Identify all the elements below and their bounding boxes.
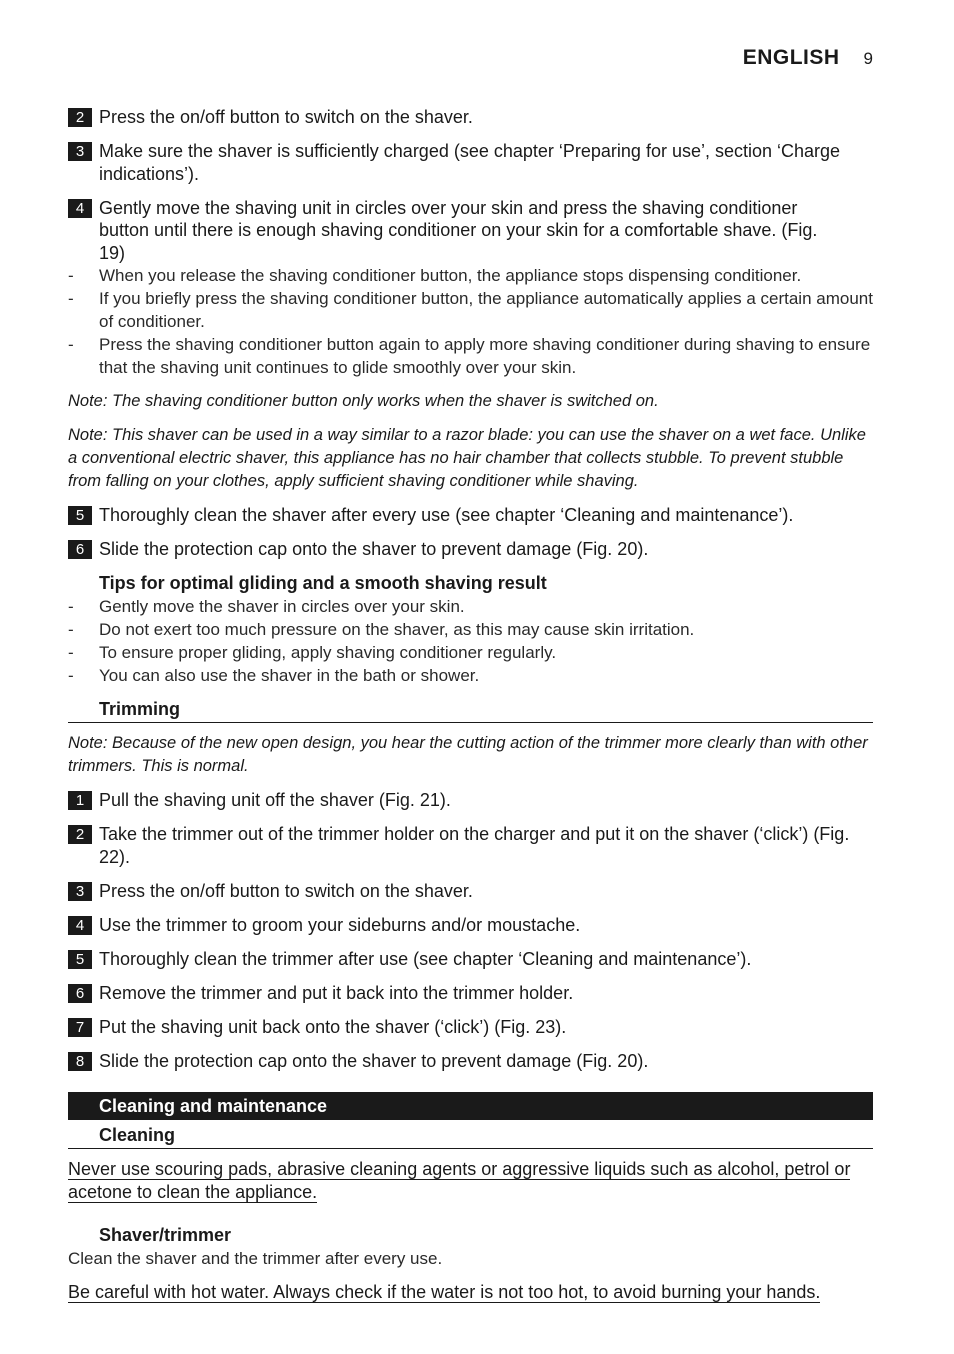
step-text: Use the trimmer to groom your sideburns and/or moustache. (99, 914, 581, 935)
tips-heading: Tips for optimal gliding and a smooth shaving result (99, 573, 547, 593)
step-number: 3 (68, 882, 92, 901)
step-text: Gently move the shaving unit in circles over your skin and press the shaving conditioner button until there is enough shaving conditioner on your skin for a comfortable shave. (Fig. 19) (99, 197, 818, 263)
step-number: 1 (68, 791, 92, 810)
list-item: - Gently move the shaver in circles over your skin. (68, 595, 873, 618)
step-text: Put the shaving unit back onto the shaver (‘click’) (Fig. 23). (99, 1016, 567, 1037)
step-number: 2 (68, 825, 92, 844)
step-item (68, 982, 873, 1005)
cleaning-heading: Cleaning (68, 1124, 873, 1149)
step-number: 2 (68, 108, 92, 127)
section-title-bar: Cleaning and maintenance (68, 1092, 873, 1120)
step-item (68, 504, 873, 527)
step-item (68, 823, 873, 868)
language-label: ENGLISH (742, 46, 840, 69)
list-item: - You can also use the shaver in the bath or shower. (68, 664, 873, 687)
step-number: 6 (68, 984, 92, 1003)
step-item (68, 197, 873, 265)
step-item (68, 948, 873, 971)
step-text: Remove the trimmer and put it back into the trimmer holder. (99, 982, 574, 1003)
list-item: - Do not exert too much pressure on the shaver, as this may cause skin irritation. (68, 618, 873, 641)
step-text: Make sure the shaver is sufficiently charged (see chapter ‘Preparing for use’, section ‘Charge indications’). (99, 141, 841, 184)
note-conditioner: Note: The shaving conditioner button only works when the shaver is switched on. (68, 392, 659, 410)
page-content (68, 106, 873, 1315)
step-number: 5 (68, 506, 92, 525)
step-number: 5 (68, 950, 92, 969)
step-text: Slide the protection cap onto the shaver to prevent damage (Fig. 20). (99, 1050, 649, 1071)
step-item (68, 914, 873, 937)
page-header (743, 46, 873, 70)
step-item (68, 789, 873, 812)
tips-list (68, 595, 873, 687)
step-number: 6 (68, 540, 92, 559)
list-item: - To ensure proper gliding, apply shaving conditioner regularly. (68, 641, 873, 664)
list-item: - If you briefly press the shaving conditioner button, the appliance automatically applies a certain amount of conditioner. (68, 287, 873, 333)
warning-cleaning-agents (68, 1158, 873, 1204)
step-text: Press the on/off button to switch on the shaver. (99, 107, 473, 127)
step-item (68, 538, 873, 561)
step-number: 4 (68, 916, 92, 935)
step-text: Slide the protection cap onto the shaver to prevent damage (Fig. 20). (99, 539, 649, 559)
step-number: 3 (68, 142, 92, 161)
warning-text: Be careful with hot water. Always check if the water is not too hot, to avoid burning your hands. (68, 1282, 821, 1302)
warning-text: Never use scouring pads, abrasive cleaning agents or aggressive liquids such as alcohol, petrol or acetone to clean the appliance. (68, 1159, 851, 1202)
step-text: Take the trimmer out of the trimmer holder on the charger and put it on the shaver (‘click’) (Fig. 22). (99, 824, 850, 867)
step-text: Pull the shaving unit off the shaver (Fig. 21). (99, 790, 451, 810)
shaver-trimmer-text: Clean the shaver and the trimmer after every use. (68, 1249, 443, 1268)
note-wet-shave: Note: This shaver can be used in a way similar to a razor blade: you can use the shaver on a wet face. Unlike a conventional electric shaver, this appliance has no hair chamber that collects stubble. To prevent stubble from falling on your clothes, apply sufficient shaving conditioner while shaving. (68, 426, 866, 490)
step-text: Press the on/off button to switch on the shaver. (99, 880, 473, 901)
step-number: 4 (68, 199, 92, 218)
step-item (68, 1016, 873, 1039)
step-number: 8 (68, 1052, 92, 1071)
step-text: Thoroughly clean the trimmer after use (see chapter ‘Cleaning and maintenance’). (99, 948, 752, 969)
step-text: Thoroughly clean the shaver after every use (see chapter ‘Cleaning and maintenance’). (99, 505, 794, 525)
note-trimmer: Note: Because of the new open design, you hear the cutting action of the trimmer more clearly than with other trimmers. This is normal. (68, 734, 868, 775)
step-number: 7 (68, 1018, 92, 1037)
shaver-trimmer-heading: Shaver/trimmer (99, 1225, 232, 1245)
step-item (68, 880, 873, 903)
step-item (68, 106, 873, 129)
list-item: - When you release the shaving conditioner button, the appliance stops dispensing conditioner. (68, 264, 873, 287)
trimming-heading: Trimming (68, 698, 873, 723)
step-item (68, 140, 873, 185)
step-item (68, 1050, 873, 1073)
page-number: 9 (863, 49, 873, 68)
conditioner-bullet-list (68, 264, 873, 379)
list-item: - Press the shaving conditioner button again to apply more shaving conditioner during shaving to ensure that the shaving unit continues to glide smoothly over your skin. (68, 333, 873, 379)
warning-hot-water (68, 1281, 873, 1304)
